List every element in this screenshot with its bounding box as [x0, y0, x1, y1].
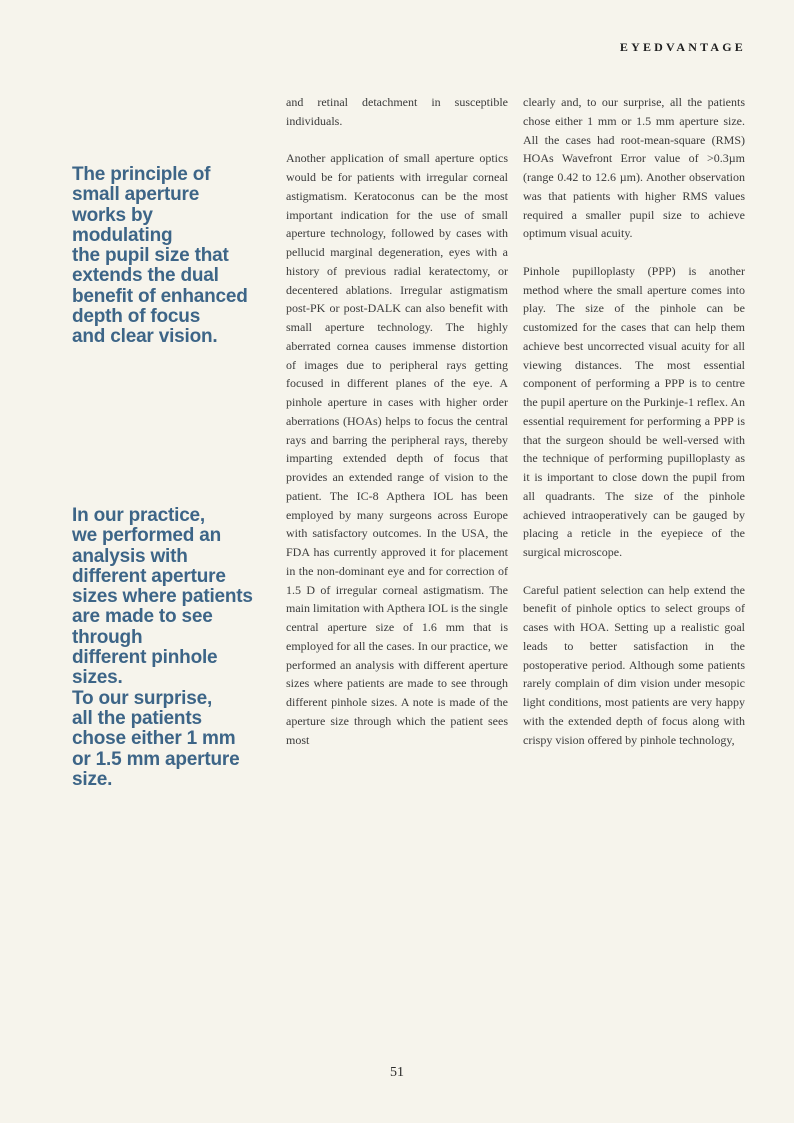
body-paragraph: clearly and, to our surprise, all the patients chose either 1 mm or 1.5 mm aperture size. All the cases had root-mean-square (RMS) HOAs Wavefront Error value of >0.3µm (range 0.42 to 12.6 µm). Another observation was that patients with higher RMS values required a smaller pupil size to achieve optimum visual acuity.: [523, 95, 745, 241]
pull-quote-line: modulating: [72, 224, 173, 246]
pull-quote-practice: [72, 506, 268, 790]
body-paragraph: Careful patient selection can help extend the benefit of pinhole optics to select groups of cases with HOA. Setting up a realistic goal leads to better satisfaction in the postoperative period. Although some patients rarely complain of dim vision under mesopic light conditions, most patients are very happy with the extended depth of focus along with crispy vision offered by pinhole technology,: [523, 582, 745, 747]
pull-quote-line: benefit of enhanced: [72, 285, 248, 307]
pull-quote-line: In our practice,: [72, 505, 206, 526]
pull-quote-line: small aperture: [72, 184, 200, 206]
pull-quote-line: size.: [72, 768, 113, 790]
pull-quote-line: The principle of: [72, 164, 211, 185]
pull-quote-line: sizes where patients: [72, 586, 253, 608]
pull-quote-line: the pupil size that: [72, 245, 229, 267]
page-number: 51: [390, 1065, 404, 1080]
pull-quote-line: extends the dual: [72, 265, 219, 287]
pull-quote-line: all the patients: [72, 707, 202, 729]
body-column-middle: [286, 93, 508, 768]
pull-quote-line: are made to see: [72, 606, 213, 628]
pull-quote-line: we performed an: [72, 525, 222, 547]
pull-quote-line: works by: [72, 204, 153, 226]
pull-quote-line: analysis with: [72, 545, 188, 567]
pull-quote-line: or 1.5 mm aperture: [72, 748, 240, 770]
body-paragraph: Another application of small aperture optics would be for patients with irregular corneal astigmatism. Keratoconus can be the most important indication for the use of small aperture technology, followed by cases with pellucid marginal degeneration, eyes with a history of previous radial keratectomy, or decentered ablations. Irregular astigmatism post-PK or post-DALK can also benefit with small aperture technology. The highly aberrated cornea causes immense distortion of images due to peripheral rays getting focused in different planes of the eye. A pinhole aperture in cases with higher order aberrations (HOAs) helps to focus the central rays and barring the peripheral rays, thereby imparting extended depth of focus that provides an extended range of vision to the patient. The IC-8 Apthera IOL has been employed by many surgeons across Europe with satisfactory outcomes. In the USA, the FDA has currently approved it for placement in the non-dominant eye and for correction of 1.5 D of irregular corneal astigmatism. The main limitation with Apthera IOL is the single central aperture size of 1.6 mm that is employed for all the cases. In our practice, we performed an analysis with different aperture sizes where patients are made to see through different pinhole sizes. A note is made of the aperture size through which the patient sees most: [286, 151, 508, 747]
body-paragraph: Pinhole pupilloplasty (PPP) is another method where the small aperture comes into play. The size of the pinhole can be customized for the cases that can help them achieve best uncorrected visual acuity for all viewing distances. The most essential component of performing a PPP is to centre the pupil aperture on the Purkinje-1 reflex. An essential requirement for performing a PPP is that the surgeon should be well-versed with the technique of performing pupilloplasty as it is important to close down the pupil from all quadrants. The size of the pinhole achieved intraoperatively can be gauged by placing a reticle in the eyepiece of the surgical microscope.: [523, 263, 745, 559]
pull-quote-line: sizes.: [72, 667, 123, 689]
pull-quote-line: To our surprise,: [72, 687, 213, 709]
pull-quote-line: through: [72, 626, 143, 648]
pull-quote-principle: [72, 165, 268, 348]
pull-quote-line: chose either 1 mm: [72, 728, 236, 750]
pull-quote-line: and clear vision.: [72, 326, 218, 348]
pull-quote-line: different aperture: [72, 565, 226, 587]
body-paragraph: and retinal detachment in susceptible individuals.: [286, 95, 508, 128]
magazine-brand-header: EYEDVANTAGE: [619, 40, 746, 54]
pull-quote-line: different pinhole: [72, 647, 218, 669]
body-column-right: [523, 93, 745, 768]
pull-quote-line: depth of focus: [72, 306, 201, 328]
